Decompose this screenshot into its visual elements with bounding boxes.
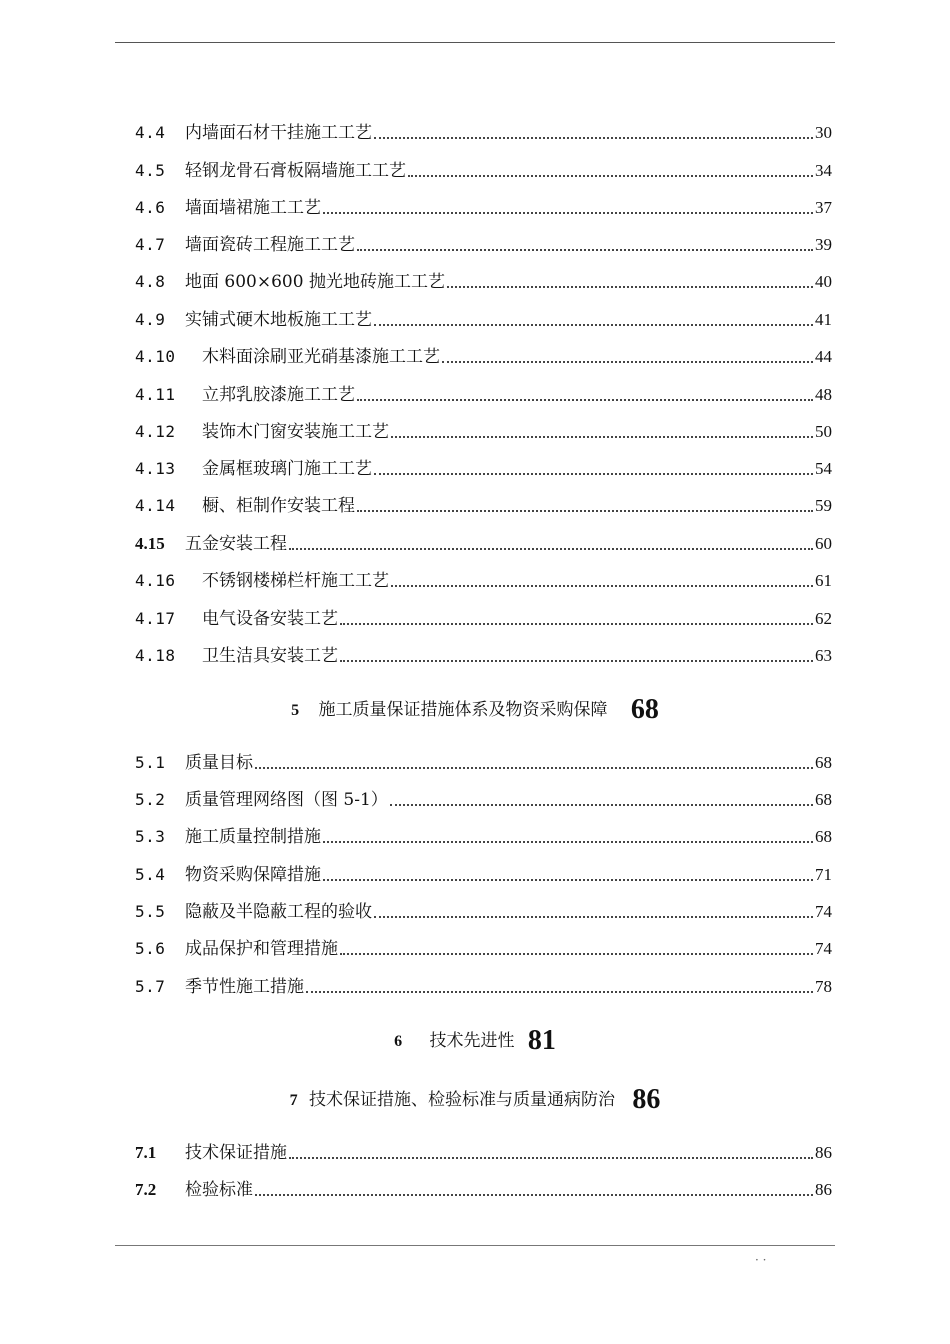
toc-entry[interactable]: [135, 971, 832, 997]
toc-title: 木料面涂刷亚光硝基漆施工工艺: [202, 347, 440, 367]
dot-leader: [340, 660, 813, 662]
toc-title: 季节性施工措施: [185, 977, 304, 997]
toc-title: 装饰木门窗安装施工工艺: [202, 422, 389, 442]
toc-entry[interactable]: [135, 565, 832, 591]
dot-leader: [374, 916, 813, 918]
toc-page-number: 41: [815, 310, 832, 329]
toc-entry[interactable]: [135, 416, 832, 442]
dot-leader: [391, 585, 813, 587]
dot-leader: [340, 953, 813, 955]
toc-entry[interactable]: [135, 859, 832, 885]
toc-number: 4.12: [135, 422, 176, 441]
toc-entry[interactable]: [135, 304, 832, 330]
toc-entry[interactable]: [135, 1137, 832, 1163]
toc-page-number: 71: [815, 865, 832, 884]
toc-title: 墙面墙裙施工工艺: [185, 198, 321, 218]
toc-number: 7.1: [135, 1143, 157, 1162]
chapter-number: 5: [291, 702, 300, 719]
toc-page-number: 60: [815, 534, 832, 553]
toc-title: 橱、柜制作安装工程: [202, 496, 355, 516]
toc-title: 轻钢龙骨石膏板隔墙施工工艺: [185, 161, 406, 181]
toc-entry[interactable]: [135, 453, 832, 479]
chapter-page-number: 81: [527, 1025, 556, 1056]
toc-number: 4.4: [135, 123, 166, 142]
toc-entry[interactable]: [135, 117, 832, 143]
chapter-title: 技术保证措施、检验标准与质量通病防治: [309, 1090, 615, 1110]
toc-title: 检验标准: [185, 1180, 253, 1200]
dot-leader: [374, 137, 813, 139]
toc-entry[interactable]: [135, 490, 832, 516]
dot-leader: [306, 991, 813, 993]
chapter-page-number: 86: [632, 1084, 661, 1115]
toc-title: 质量目标: [185, 753, 253, 773]
toc-page-number: 62: [815, 609, 832, 628]
toc-number: 5.7: [135, 977, 166, 996]
toc-title: 墙面瓷砖工程施工工艺: [185, 235, 355, 255]
toc-number: 4.6: [135, 198, 166, 217]
chapter-title: 技术先进性: [429, 1031, 515, 1051]
toc-entry[interactable]: [135, 1174, 832, 1200]
toc-title: 成品保护和管理措施: [185, 939, 338, 959]
dot-leader: [357, 249, 813, 251]
toc-number: 4.7: [135, 235, 166, 254]
toc-entry[interactable]: [135, 784, 832, 810]
dot-leader: [323, 212, 813, 214]
toc-title: 卫生洁具安装工艺: [202, 646, 338, 666]
dot-leader: [408, 175, 813, 177]
toc-page-number: 68: [815, 790, 832, 809]
toc-number: 5.2: [135, 790, 166, 809]
dot-leader: [357, 399, 813, 401]
toc-page-number: 68: [815, 827, 832, 846]
toc-title: 内墙面石材干挂施工工艺: [185, 123, 372, 143]
toc-entry[interactable]: [135, 266, 832, 292]
dot-leader: [323, 841, 813, 843]
toc-entry[interactable]: [135, 528, 832, 554]
dot-leader: [323, 879, 813, 881]
toc-title: 立邦乳胶漆施工工艺: [202, 385, 355, 405]
footer-mark: · ·: [755, 1253, 767, 1267]
toc-page-number: 34: [815, 161, 832, 180]
toc-page-number: 68: [815, 753, 832, 772]
toc-number: 4.5: [135, 161, 166, 180]
toc-page-number: 59: [815, 496, 832, 515]
chapter-heading[interactable]: [115, 1084, 835, 1116]
toc-page-number: 54: [815, 459, 832, 478]
toc-number: 5.3: [135, 827, 166, 846]
toc-entry[interactable]: [135, 379, 832, 405]
toc-title: 技术保证措施: [185, 1143, 287, 1163]
toc-number: 7.2: [135, 1180, 157, 1199]
toc-page-number: 30: [815, 123, 832, 142]
toc-number: 4.13: [135, 459, 176, 478]
toc-entry[interactable]: [135, 640, 832, 666]
toc-title: 质量管理网络图（图 5-1）: [185, 790, 388, 810]
chapter-number: 7: [289, 1092, 298, 1109]
toc-page-number: 74: [815, 939, 832, 958]
dot-leader: [374, 324, 813, 326]
chapter-heading[interactable]: [115, 1025, 835, 1057]
toc-entry[interactable]: [135, 896, 832, 922]
toc-title: 实铺式硬木地板施工工艺: [185, 310, 372, 330]
toc-page-number: 37: [815, 198, 832, 217]
toc-number: 4.8: [135, 272, 166, 291]
dot-leader: [390, 804, 813, 806]
toc-entry[interactable]: [135, 192, 832, 218]
toc-page-number: 78: [815, 977, 832, 996]
toc-number: 5.5: [135, 902, 166, 921]
toc-title: 隐蔽及半隐蔽工程的验收: [185, 902, 372, 922]
toc-number: 4.14: [135, 496, 176, 515]
toc-entry[interactable]: [135, 747, 832, 773]
toc-title: 物资采购保障措施: [185, 865, 321, 885]
dot-leader: [289, 1157, 813, 1159]
toc-title: 五金安装工程: [185, 534, 287, 554]
dot-leader: [289, 548, 813, 550]
toc-number: 4.11: [135, 385, 176, 404]
toc-number: 4.9: [135, 310, 166, 329]
toc-number: 4.18: [135, 646, 176, 665]
toc-page-number: 61: [815, 571, 832, 590]
toc-entry[interactable]: [135, 603, 832, 629]
toc-entry[interactable]: [135, 933, 832, 959]
dot-leader: [391, 436, 813, 438]
toc-number: 4.10: [135, 347, 176, 366]
toc-page-number: 63: [815, 646, 832, 665]
dot-leader: [374, 473, 813, 475]
dot-leader: [255, 1194, 813, 1196]
dot-leader: [255, 767, 813, 769]
toc-page-number: 40: [815, 272, 832, 291]
dot-leader: [340, 623, 813, 625]
toc-entry[interactable]: [135, 821, 832, 847]
footer-rule: [115, 1245, 835, 1246]
toc-entry[interactable]: [135, 155, 832, 181]
toc-entry[interactable]: [135, 229, 832, 255]
toc-number: 5.1: [135, 753, 166, 772]
toc-page-number: 44: [815, 347, 832, 366]
dot-leader: [442, 361, 813, 363]
toc-number: 5.4: [135, 865, 166, 884]
toc-number: 4.16: [135, 571, 176, 590]
dot-leader: [357, 510, 813, 512]
toc-page-number: 86: [815, 1180, 832, 1199]
dot-leader: [447, 286, 813, 288]
toc-page-number: 48: [815, 385, 832, 404]
toc-page-number: 39: [815, 235, 832, 254]
toc-number: 4.17: [135, 609, 176, 628]
chapter-heading[interactable]: [115, 694, 835, 726]
toc-page-number: 74: [815, 902, 832, 921]
chapter-number: 6: [394, 1033, 403, 1050]
toc-title: 地面 600×600 抛光地砖施工工艺: [185, 272, 445, 292]
toc-title: 施工质量控制措施: [185, 827, 321, 847]
toc-title: 电气设备安装工艺: [202, 609, 338, 629]
chapter-page-number: 68: [630, 694, 659, 725]
toc-title: 不锈钢楼梯栏杆施工工艺: [202, 571, 389, 591]
toc-entry[interactable]: [135, 341, 832, 367]
header-rule: [115, 42, 835, 43]
chapter-title: 施工质量保证措施体系及物资采购保障: [318, 700, 608, 720]
toc-page-number: 50: [815, 422, 832, 441]
toc-title: 金属框玻璃门施工工艺: [202, 459, 372, 479]
toc-page-number: 86: [815, 1143, 832, 1162]
toc-number: 5.6: [135, 939, 166, 958]
toc-number: 4.15: [135, 534, 165, 553]
